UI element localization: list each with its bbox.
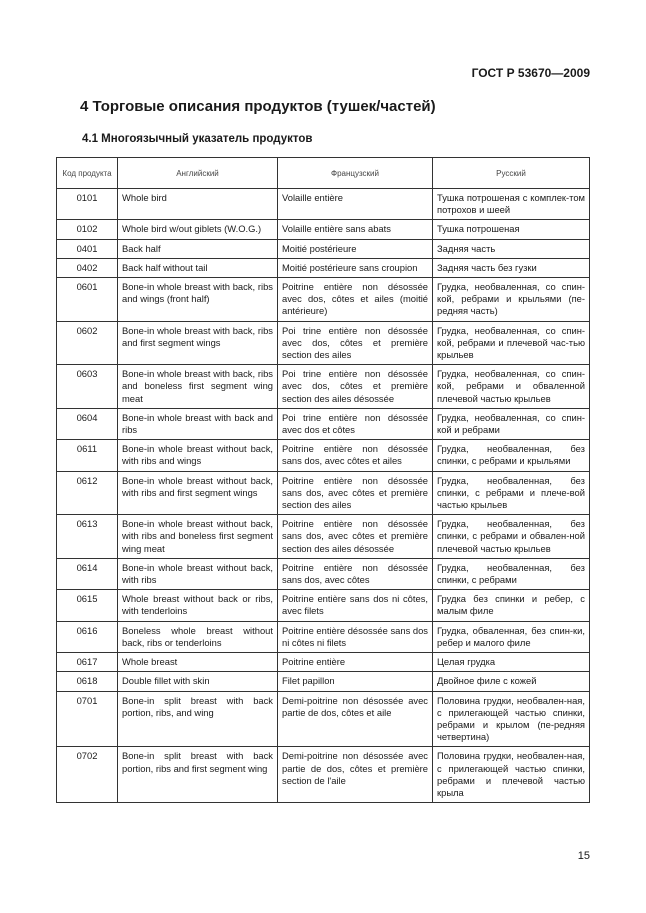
- cell-french: Poitrine entière: [278, 653, 433, 672]
- cell-french: Poitrine entière désossée sans dos ni côtes ni filets: [278, 621, 433, 652]
- table-row: [57, 558, 590, 589]
- cell-french: Volaille entière sans abats: [278, 220, 433, 239]
- table-row: [57, 471, 590, 515]
- cell-russian: Грудка, необваленная, без спинки, с ребрами и плече-вой частью крыльев: [433, 471, 590, 515]
- cell-english: Back half without tail: [118, 258, 278, 277]
- cell-russian: Двойное филе с кожей: [433, 672, 590, 691]
- cell-code: 0613: [57, 515, 118, 559]
- cell-french: Demi-poitrine non désossée avec partie de dos, côtes et aile: [278, 691, 433, 747]
- table-row: [57, 278, 590, 322]
- cell-code: 0701: [57, 691, 118, 747]
- table-row: [57, 515, 590, 559]
- cell-english: Bone-in split breast with back portion, ribs, and wing: [118, 691, 278, 747]
- cell-russian: Половина грудки, необвален-ная, с прилегающей частью спинки, ребрами и плечевой частью крыла: [433, 747, 590, 803]
- cell-russian: Грудка, необваленная, со спин-кой, ребрами и плечевой час-тью крыльев: [433, 321, 590, 365]
- cell-code: 0702: [57, 747, 118, 803]
- header-russian: Русский: [433, 158, 590, 189]
- cell-english: Boneless whole breast without back, ribs or tenderloins: [118, 621, 278, 652]
- cell-code: 0614: [57, 558, 118, 589]
- cell-russian: Тушка потрошеная с комплек-том потрохов и шеей: [433, 189, 590, 220]
- cell-french: Filet papillon: [278, 672, 433, 691]
- cell-french: Moitié postérieure: [278, 239, 433, 258]
- cell-russian: Задняя часть без гузки: [433, 258, 590, 277]
- cell-russian: Грудка, обваленная, без спин-ки, ребер и малого филе: [433, 621, 590, 652]
- cell-russian: Грудка, необваленная, без спинки, с ребрами и обвален-ной плечевой частью крыльев: [433, 515, 590, 559]
- cell-russian: Грудка, необваленная, без спинки, с ребрами и крыльями: [433, 440, 590, 471]
- cell-french: Poitrine entière non désossée avec dos, côtes et ailes (moitié antérieure): [278, 278, 433, 322]
- cell-english: Whole breast without back or ribs, with tenderloins: [118, 590, 278, 621]
- cell-code: 0402: [57, 258, 118, 277]
- cell-code: 0401: [57, 239, 118, 258]
- cell-french: Demi-poitrine non désossée avec partie de dos, côtes et première section de l'aile: [278, 747, 433, 803]
- table-row: [57, 239, 590, 258]
- cell-russian: Грудка, необваленная, со спин-кой, ребрами и крыльями (пе-редняя часть): [433, 278, 590, 322]
- cell-french: Poitrine entière non désossée sans dos, avec côtes et ailes: [278, 440, 433, 471]
- table-row: [57, 590, 590, 621]
- table-row: [57, 220, 590, 239]
- cell-french: Poitrine entière non désossée sans dos, avec côtes et première section des ailes: [278, 471, 433, 515]
- cell-english: Bone-in whole breast without back, with ribs and first segment wings: [118, 471, 278, 515]
- cell-english: Bone-in whole breast with back, ribs and boneless first segment wing meat: [118, 365, 278, 409]
- cell-code: 0603: [57, 365, 118, 409]
- table-row: [57, 672, 590, 691]
- cell-english: Bone-in split breast with back portion, ribs and first segment wing: [118, 747, 278, 803]
- header-english: Английский: [118, 158, 278, 189]
- cell-french: Poitrine entière non désossée sans dos, avec côtes: [278, 558, 433, 589]
- table-row: [57, 321, 590, 365]
- table-header-row: [57, 158, 590, 189]
- header-french: Французский: [278, 158, 433, 189]
- cell-english: Bone-in whole breast without back, with ribs and boneless first segment wing meat: [118, 515, 278, 559]
- cell-russian: Грудка, необваленная, со спин-кой и ребрами: [433, 408, 590, 439]
- table-row: [57, 440, 590, 471]
- table-row: [57, 258, 590, 277]
- table-body: [57, 189, 590, 803]
- cell-code: 0602: [57, 321, 118, 365]
- table-row: [57, 653, 590, 672]
- cell-code: 0102: [57, 220, 118, 239]
- cell-english: Double fillet with skin: [118, 672, 278, 691]
- cell-code: 0101: [57, 189, 118, 220]
- cell-english: Bone-in whole breast with back and ribs: [118, 408, 278, 439]
- cell-english: Bone-in whole breast without back, with ribs: [118, 558, 278, 589]
- cell-code: 0616: [57, 621, 118, 652]
- cell-french: Moitié postérieure sans croupion: [278, 258, 433, 277]
- cell-russian: Грудка без спинки и ребер, с малым филе: [433, 590, 590, 621]
- cell-code: 0617: [57, 653, 118, 672]
- cell-code: 0615: [57, 590, 118, 621]
- cell-english: Bone-in whole breast without back, with ribs and wings: [118, 440, 278, 471]
- cell-french: Poi trine entière non désossée avec dos, côtes et première section des ailes: [278, 321, 433, 365]
- table-row: [57, 408, 590, 439]
- table-row: [57, 189, 590, 220]
- product-index-table: [56, 157, 590, 803]
- cell-english: Whole breast: [118, 653, 278, 672]
- cell-french: Volaille entière: [278, 189, 433, 220]
- cell-english: Whole bird w/out giblets (W.O.G.): [118, 220, 278, 239]
- cell-english: Bone-in whole breast with back, ribs and first segment wings: [118, 321, 278, 365]
- table-row: [57, 691, 590, 747]
- cell-code: 0612: [57, 471, 118, 515]
- cell-english: Bone-in whole breast with back, ribs and wings (front half): [118, 278, 278, 322]
- cell-english: Whole bird: [118, 189, 278, 220]
- table-row: [57, 365, 590, 409]
- cell-russian: Тушка потрошеная: [433, 220, 590, 239]
- cell-code: 0611: [57, 440, 118, 471]
- cell-code: 0604: [57, 408, 118, 439]
- document-standard-number: ГОСТ Р 53670—2009: [471, 66, 590, 80]
- header-code: Код продукта: [57, 158, 118, 189]
- cell-russian: Грудка, необваленная, со спин-кой, ребрами и обваленной плечевой частью крыльев: [433, 365, 590, 409]
- table-row: [57, 747, 590, 803]
- cell-code: 0618: [57, 672, 118, 691]
- table-row: [57, 621, 590, 652]
- cell-french: Poitrine entière sans dos ni côtes, avec filets: [278, 590, 433, 621]
- cell-russian: Грудка, необваленная, без спинки, с ребрами: [433, 558, 590, 589]
- cell-french: Poi trine entière non désossée avec dos et côtes: [278, 408, 433, 439]
- cell-russian: Половина грудки, необвален-ная, с прилегающей частью спинки, ребрами и крылом (пе-редняя четвертина): [433, 691, 590, 747]
- cell-french: Poitrine entière non désossée sans dos, avec côtes et première section des ailes désossée: [278, 515, 433, 559]
- cell-french: Poi trine entière non désossée avec dos, côtes et première section des ailes désossée: [278, 365, 433, 409]
- section-title: 4 Торговые описания продуктов (тушек/частей): [80, 98, 436, 115]
- cell-english: Back half: [118, 239, 278, 258]
- cell-russian: Задняя часть: [433, 239, 590, 258]
- subsection-title: 4.1 Многоязычный указатель продуктов: [82, 133, 313, 145]
- cell-code: 0601: [57, 278, 118, 322]
- page-number: 15: [577, 850, 590, 862]
- cell-russian: Целая грудка: [433, 653, 590, 672]
